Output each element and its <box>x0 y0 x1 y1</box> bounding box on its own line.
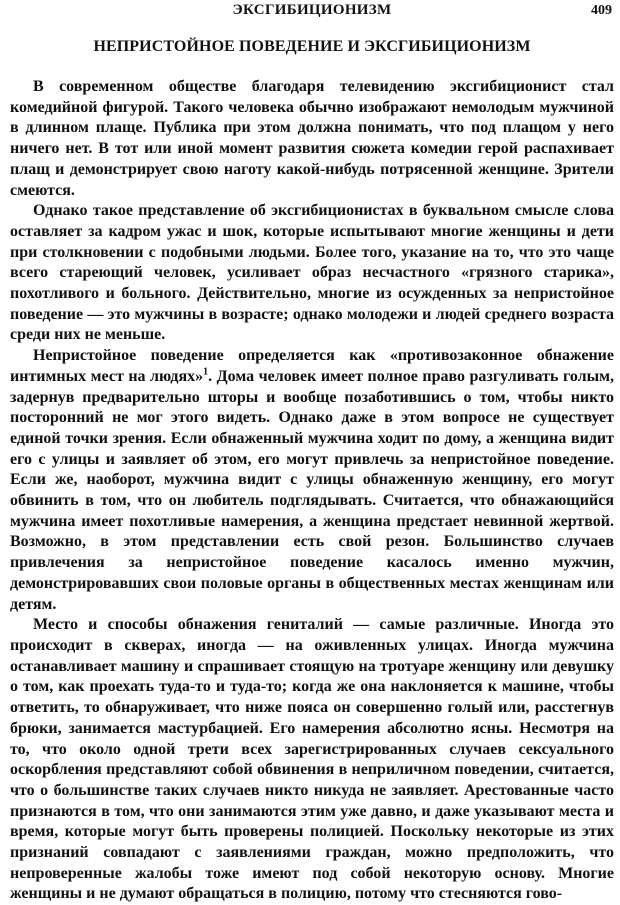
body-text <box>10 77 614 905</box>
paragraph-3-text-end: . Дома человек имеет полное право разгуливать голым, задернув предварительно шторы и вообще позаботившись о том, чтобы никто посторонний не мог этого видеть. Однако даже в этом вопросе не существует единой точки зрения. Если обнаженный мужчина ходит по дому, а женщина видит его с улицы и заявляет об этом, его могут привлечь за непристойное поведение. Если же, наоборот, мужчина видит с улицы обнаженную женщину, его могут обвинить в том, что он любитель подглядывать. Считается, что обнажающийся мужчина имеет похотливые намерения, а женщина предстает невинной жертвой. Возможно, в этом представлении есть свой резон. Большинство случаев привлечения за непристойное поведение касалось именно мужчин, демонстрировавших свои половые органы в общественных местах женщинам или детям. <box>10 367 615 613</box>
page-number: 409 <box>591 3 612 18</box>
paragraph-2: Однако такое представление об эксгибиционистах в буквальном смысле слова оставляет за кадром ужас и шок, которые испытывают многие женщины и дети при столкновении с подобными людьми. Более того, указание на то, что это чаще всего стареющий человек, усиливает образ несчастного «грязного старика», похотливого и больного. Действительно, многие из осужденных за непристойное поведение — это мужчины в возрасте; однако молодежи и людей среднего возраста среди них не меньше. <box>10 202 614 344</box>
running-title: ЭКСГИБИЦИОНИЗМ <box>232 2 392 18</box>
paragraph-3 <box>10 346 614 615</box>
paragraph-3-text-start: Непристойное поведение определяется как «противозаконное обнажение интимных мест на людях» <box>10 347 614 385</box>
paragraph-1: В современном обществе благодаря телевидению эксгибиционист стал комедийной фигурой. Такого человека обычно изображают немолодым мужчиной в длинном плаще. Публика при этом должна понимать, что под плащом у него ничего нет. В тот или иной момент развития сюжета комедии герой распахивает плащ и демонстрирует свою наготу какой-нибудь потрясенной женщине. Зрители смеются. <box>10 78 614 199</box>
paragraph-4: Место и способы обнажения гениталий — самые различные. Иногда это происходит в скверах, иногда — на оживленных улицах. Иногда мужчина останавливает машину и спрашивает стоящую на тротуаре женщину или девушку о том, как проехать туда-то и туда-то; когда же она наклоняется к машине, чтобы ответить, то обнаруживает, что ниже пояса он совершенно голый или, расстегнув брюки, занимается мастурбацией. Его намерения абсолютно ясны. Несмотря на то, что около одной трети всех зарегистрированных случаев сексуального оскорбления представляют собой обвинения в неприличном поведении, считается, что о большинстве таких случаев никто никуда не заявляет. Арестованные часто признаются в том, что они занимаются этим уже давно, и даже указывают места и время, которые могут быть проверены полицией. Поскольку некоторые из этих признаний совпадают с заявлениями граждан, можно предположить, что непроверенные жалобы тоже имеют под собой некоторую основу. Многие женщины и не думают обращаться в полицию, потому что стесняются гово- <box>10 616 614 903</box>
footnote-reference[interactable]: 1 <box>203 366 209 378</box>
section-title: НЕПРИСТОЙНОЕ ПОВЕДЕНИЕ И ЭКСГИБИЦИОНИЗМ <box>93 38 531 55</box>
running-header <box>10 0 614 22</box>
